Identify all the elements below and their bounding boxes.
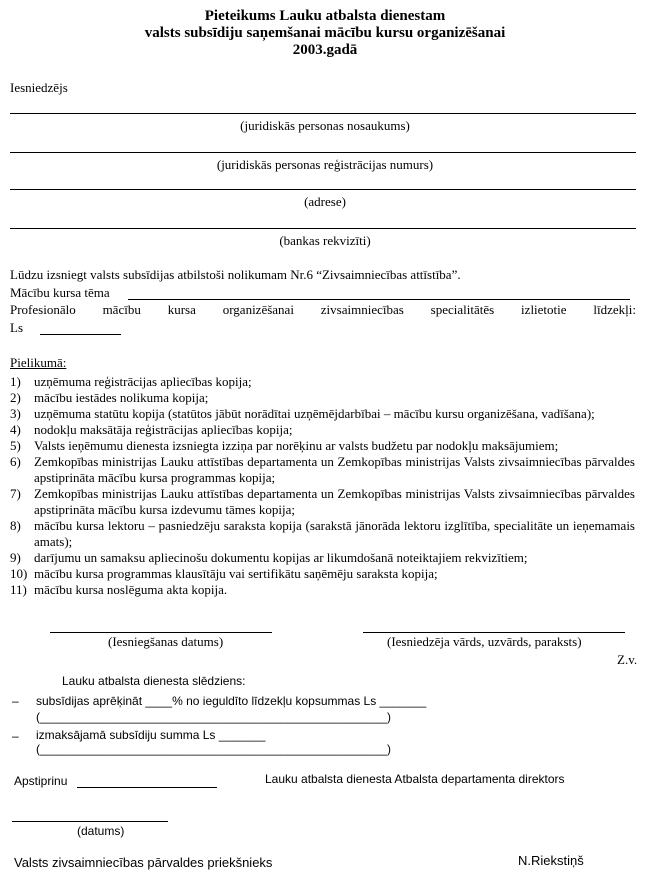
payable-words-field[interactable]: (____________________________________________________) [36, 742, 392, 756]
signer-caption: (Iesniedzēja vārds, uzvārds, paraksts) [387, 634, 582, 649]
funds-text: Profesionālo mācību kursa organizēšanai zivsaimniecības specialitātēs izlietotie līdzekļi: [10, 302, 636, 317]
attachment-number: 5) [10, 438, 21, 453]
attachment-item [10, 438, 635, 454]
funds-ls-label: Ls [10, 320, 23, 335]
attachment-text: mācību kursa noslēguma akta kopija. [34, 582, 228, 597]
attachment-item [10, 374, 635, 390]
chief-title: Valsts zivsaimniecības pārvaldes priekšnieks [14, 855, 273, 870]
attachment-item [10, 422, 635, 438]
attachment-text: uzņēmuma reģistrācijas apliecības kopija; [34, 374, 252, 389]
attachment-text: mācību kursa programmas klausītāju vai sertifikātu saņēmēju saraksta kopija; [34, 566, 438, 581]
subsidy-calc-words-field[interactable]: (____________________________________________________) [36, 710, 392, 724]
applicant-reg-caption: (juridiskās personas reģistrācijas numurs) [216, 157, 434, 172]
attachment-number: 9) [10, 550, 21, 565]
applicant-address-field[interactable] [10, 189, 636, 190]
attachment-item [10, 550, 635, 566]
attachment-item [10, 582, 635, 598]
attachment-item [10, 390, 635, 406]
applicant-address-caption: (adrese) [304, 194, 346, 209]
attachment-text: uzņēmuma statūtu kopija (statūtos jābūt norādītai uzņēmējdarbībai – mācību kursu organizēšana, vadīšana); [34, 406, 595, 421]
dash-marker-1: – [12, 694, 19, 708]
funds-amount-field[interactable] [40, 334, 121, 335]
dash-marker-2: – [12, 729, 19, 743]
request-text: Lūdzu izsniegt valsts subsīdijas atbilstoši nolikumam Nr.6 “Zivsaimniecības attīstība”. [10, 267, 461, 282]
applicant-name-caption: (juridiskās personas nosaukums) [240, 118, 410, 133]
attachment-number: 8) [10, 518, 21, 533]
attachment-text: mācību kursa lektoru – pasniedzēju saraksta kopija (sarakstā jānorāda lektoru izglītība, specialitāte un ieņemamais amats); [34, 518, 635, 549]
applicant-name-field[interactable] [10, 113, 636, 114]
attachment-text: Zemkopības ministrijas Lauku attīstības departamenta un Zemkopības ministrijas Valsts zivsaimniecības pārvaldes apstiprināta mācību kursa izdevumu tāmes kopija; [34, 486, 635, 517]
attachment-text: nodokļu maksātāja reģistrācijas apliecības kopija; [34, 422, 293, 437]
attachment-item [10, 566, 635, 582]
attachment-number: 11) [10, 582, 27, 597]
attachment-number: 1) [10, 374, 21, 389]
attachment-item [10, 454, 635, 486]
attachment-text: mācību iestādes nolikuma kopija; [34, 390, 209, 405]
attachment-number: 10) [10, 566, 28, 581]
page-title-line3: 2003.gadā [292, 42, 358, 58]
course-topic-label: Mācību kursa tēma [10, 285, 110, 300]
attachment-item [10, 406, 635, 422]
attachments-heading: Pielikumā: [10, 355, 67, 370]
payable-text: izmaksājamā subsīdiju summa Ls _______ [36, 728, 266, 742]
applicant-reg-field[interactable] [10, 152, 636, 153]
chief-name: N.Riekstiņš [518, 853, 584, 868]
applicant-bank-caption: (bankas rekvizīti) [279, 233, 371, 248]
course-topic-field[interactable] [128, 299, 630, 300]
page-title-line2: valsts subsīdiju saņemšanai mācību kursu organizēšanai [144, 25, 506, 41]
signer-field[interactable] [363, 632, 625, 633]
conclusion-heading: Lauku atbalsta dienesta slēdziens: [62, 674, 246, 688]
attachment-number: 4) [10, 422, 21, 437]
submission-date-caption: (Iesniegšanas datums) [108, 634, 224, 649]
director-title: Lauku atbalsta dienesta Atbalsta departamenta direktors [265, 772, 565, 786]
approve-signature-field[interactable] [77, 787, 217, 788]
attachment-text: darījumu un samaksu apliecinošu dokumentu kopijas ar likumdošanā noteiktajiem rekvizītiem; [34, 550, 528, 565]
approval-date-caption: (datums) [77, 824, 125, 838]
submission-date-field[interactable] [50, 632, 272, 633]
attachment-item [10, 486, 635, 518]
attachment-number: 3) [10, 406, 21, 421]
approve-label: Apstiprinu [14, 774, 68, 788]
page-title-line1: Pieteikums Lauku atbalsta dienestam [204, 8, 446, 24]
attachment-text: Valsts ieņēmumu dienesta izsniegta izziņa par norēķinu ar valsts budžetu par nodokļu maksājumiem; [34, 438, 559, 453]
attachment-number: 2) [10, 390, 21, 405]
applicant-bank-field[interactable] [10, 228, 636, 229]
attachment-text: Zemkopības ministrijas Lauku attīstības departamenta un Zemkopības ministrijas Valsts zivsaimniecības pārvaldes apstiprināta mācību kursa programmas kopija; [34, 454, 635, 485]
stamp-place: Z.v. [617, 652, 638, 667]
applicant-label: Iesniedzējs [10, 80, 68, 95]
approval-date-field[interactable] [12, 821, 168, 822]
attachment-item [10, 518, 635, 550]
attachment-number: 7) [10, 486, 21, 501]
subsidy-calc-text: subsīdijas aprēķināt ____% no ieguldīto līdzekļu kopsummas Ls _______ [36, 694, 427, 708]
attachment-number: 6) [10, 454, 21, 469]
